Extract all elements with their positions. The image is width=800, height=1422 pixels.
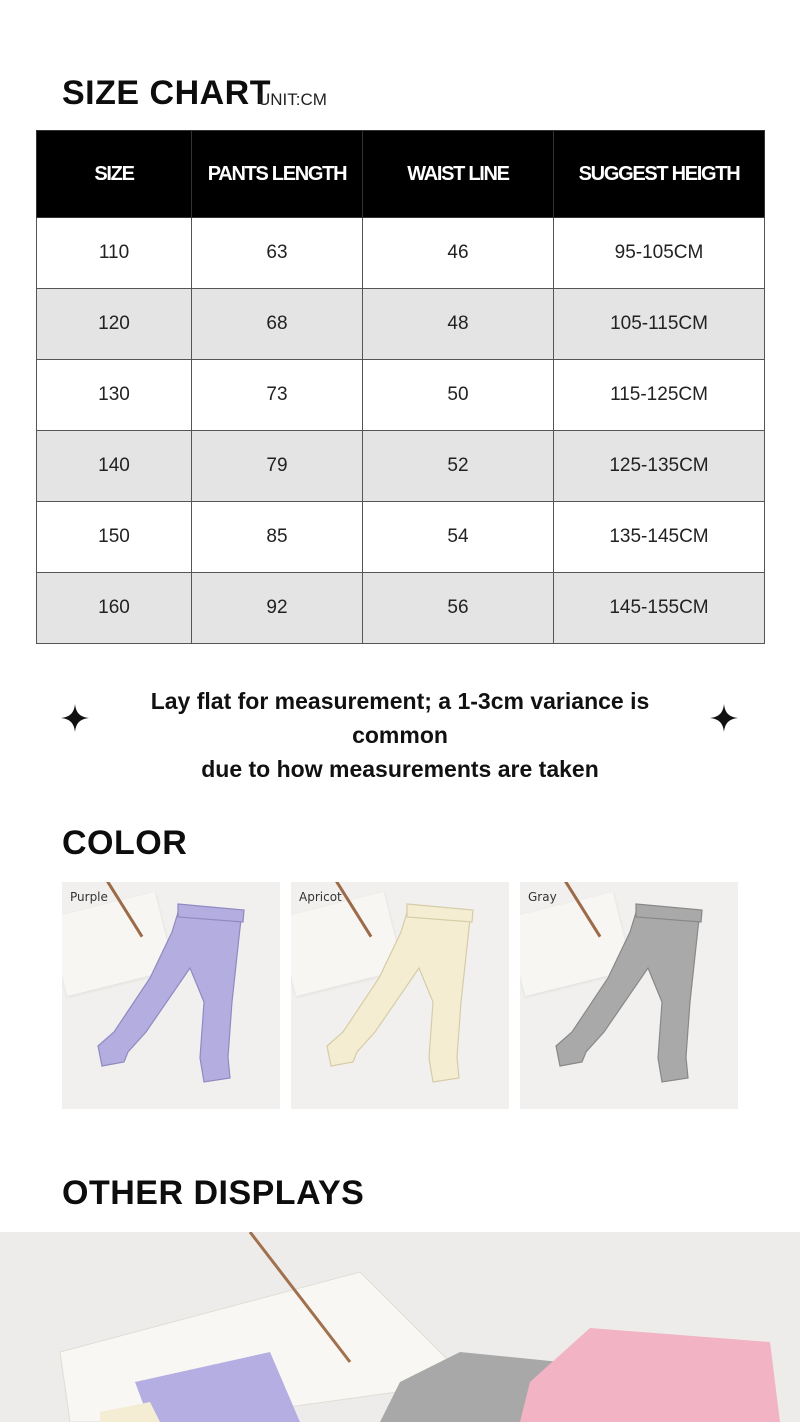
table-row [37,573,765,644]
table-row [37,289,765,360]
color-swatch-apricot[interactable] [291,882,509,1109]
color-label-gray: Gray [528,890,557,904]
other-displays-title: OTHER DISPLAYS [62,1174,365,1212]
color-label-purple: Purple [70,890,108,904]
cell-waist-line: 56 [363,573,554,644]
cell-size: 120 [37,289,192,360]
color-section-title: COLOR [62,824,188,862]
color-label-apricot: Apricot [299,890,342,904]
table-row [37,431,765,502]
pants-pink [520,1328,780,1422]
cell-pants-length: 92 [192,573,363,644]
other-displays-image [0,1232,800,1422]
pants-image-gray [520,882,738,1109]
table-row [37,502,765,573]
color-swatch-gray[interactable] [520,882,738,1109]
header-pants-length: PANTS LENGTH [192,131,363,218]
cell-suggest-height: 105-115CM [554,289,765,360]
cell-pants-length: 68 [192,289,363,360]
cell-pants-length: 85 [192,502,363,573]
cell-waist-line: 48 [363,289,554,360]
cell-suggest-height: 145-155CM [554,573,765,644]
pants-image-purple [62,882,280,1109]
cell-size: 130 [37,360,192,431]
cell-suggest-height: 95-105CM [554,218,765,289]
size-table-header-row [37,131,765,218]
size-table [36,130,765,644]
size-chart-title: SIZE CHART [62,74,271,112]
cell-suggest-height: 135-145CM [554,502,765,573]
pants-image-apricot [291,882,509,1109]
other-displays-photo [0,1232,800,1422]
cell-size: 110 [37,218,192,289]
header-suggest-height: SUGGEST HEIGTH [554,131,765,218]
cell-pants-length: 79 [192,431,363,502]
size-chart-unit: UNIT:CM [258,90,327,109]
cell-suggest-height: 125-135CM [554,431,765,502]
cell-waist-line: 52 [363,431,554,502]
cell-pants-length: 63 [192,218,363,289]
sparkle-icon [61,704,89,732]
cell-suggest-height: 115-125CM [554,360,765,431]
measurement-note-line2: due to how measurements are taken [201,756,599,782]
measurement-note-line1: Lay flat for measurement; a 1-3cm variance is common [150,688,650,748]
header-size: SIZE [37,131,192,218]
sparkle-icon [710,704,738,732]
cell-size: 150 [37,502,192,573]
color-swatch-purple[interactable] [62,882,280,1109]
table-row [37,360,765,431]
cell-pants-length: 73 [192,360,363,431]
cell-size: 160 [37,573,192,644]
measurement-note [100,684,700,786]
cell-size: 140 [37,431,192,502]
header-waist-line: WAIST LINE [363,131,554,218]
cell-waist-line: 46 [363,218,554,289]
table-row [37,218,765,289]
cell-waist-line: 50 [363,360,554,431]
cell-waist-line: 54 [363,502,554,573]
